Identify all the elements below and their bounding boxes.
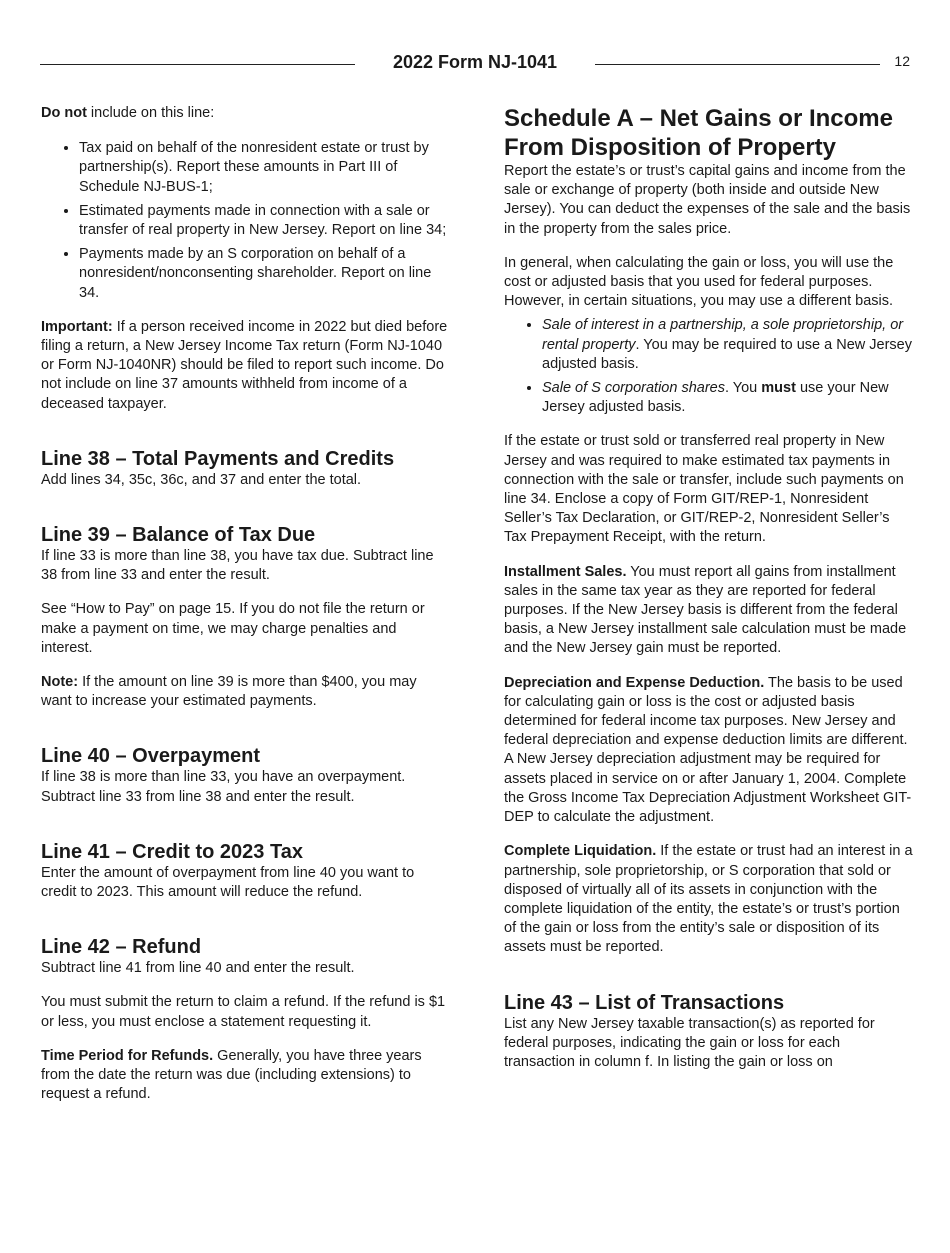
right-column [504,104,914,1087]
line-41-section [41,840,451,902]
list-item: • Estimated payments made in connection with a sale or transfer of real property in New Jersey. Report on line 34; [79,201,451,240]
basis-item-2-text: use your New Jersey adjusted basis. [542,380,889,416]
basis-item-2-italic: Sale of S corporation shares [542,380,725,397]
line-41-heading: Line 41 – Credit to 2023 Tax [41,840,303,863]
liquidation-paragraph [504,842,914,957]
depreciation-label: Depreciation and Expense Deduction. [504,674,765,691]
basis-list [504,315,914,417]
line-40-section [41,744,451,806]
left-column [41,104,451,1120]
liquidation-label: Complete Liquidation. [504,843,657,860]
basis-item-2-mid: . You [724,380,762,397]
line-43-text: List any New Jersey taxable transaction(s) as reported for federal purposes, indicating the gain or loss for each transaction in column f. In listing the gain or loss on [504,1015,875,1070]
list-item [542,315,914,374]
important-paragraph [41,318,451,414]
list-item [542,378,914,417]
note-text: If the amount on line 39 is more than $400, you may want to increase your estimated payments. [41,674,417,710]
installment-text: You must report all gains from installment sales in the same tax year as they are reported for federal purposes. If the New Jersey basis is different from the federal basis, a New Jersey installment sale calculation must be made and the New Jersey gain must be reported. [504,563,907,657]
basis-item-2-bold: must [761,380,796,397]
form-title: 2022 Form NJ-1041 [392,52,558,72]
installment-paragraph [504,563,914,659]
header-rule-left [40,64,355,65]
liquidation-text: If the estate or trust had an interest in a partnership, sole proprietorship, or S corporation that sold or disposed of virtually all of its assets in conjunction with the complete liquidation of the entity, the estate’s or trust’s portion of the gain or loss from the entity’s sale or disposition of its assets must be reported. [504,843,913,956]
schedule-a-basis: In general, when calculating the gain or loss, you will use the cost or adjusted basis that you used for federal purposes. However, in certain situations, you may use a different basis. [504,254,894,310]
page-number: 12 [894,53,910,69]
line-39-heading: Line 39 – Balance of Tax Due [41,524,316,547]
list-item: • Tax paid on behalf of the nonresident estate or trust by partnership(s). Report these amounts in Part III of Schedule NJ-BUS-1; [79,138,451,197]
note-paragraph [41,673,451,711]
real-property-paragraph: If the estate or trust sold or transferred real property in New Jersey and was required to make estimated tax payments in connection with the sale or transfer, include such payments on line 34. Enclose a copy of Form GIT/REP-1, Nonresident Seller’s Tax Declaration, or GIT/REP-2, Nonresident Seller’s Tax Prepayment Receipt, with the return. [504,433,904,546]
list-item: • Payments made by an S corporation on behalf of a nonresident/nonconsenting shareholder. Report on line 34. [79,244,451,303]
line-38-text: Add lines 34, 35c, 36c, and 37 and enter the total. [41,471,362,488]
line-41-text: Enter the amount of overpayment from line 40 you want to credit to 2023. This amount will reduce the refund. [41,864,415,901]
page-header [40,52,910,76]
do-not-text: include on this line: [86,105,215,121]
do-not-section [41,104,451,414]
depreciation-text: The basis to be used for calculating gain or loss is the cost or adjusted basis determined for federal income tax purposes. New Jersey and federal depreciation and expense deduction limits are different. A New Jersey depreciation adjustment may be required for assets placed in service on or after January 1, 2004. Complete the Gross Income Tax Depreciation Adjustment Worksheet GIT-DEP to calculate the adjustment. [504,674,912,826]
schedule-a-heading: Schedule A – Net Gains or Income From Disposition of Property [504,105,893,161]
important-label: Important: [41,318,113,335]
do-not-intro [41,104,451,123]
basis-item-1-italic: Sale of interest in a partnership, a sole proprietorship, or rental property [542,317,904,353]
refund-claim-text: You must submit the return to claim a refund. If the refund is $1 or less, you must enclose a statement requesting it. [41,994,446,1030]
basis-item-1-text: . You may be required to use a New Jersey adjusted basis. [542,336,912,372]
line-40-heading: Line 40 – Overpayment [41,745,260,768]
line-43-heading: Line 43 – List of Transactions [504,991,785,1014]
header-rule-right [595,64,880,65]
line-42-heading: Line 42 – Refund [41,936,202,959]
time-period-paragraph [41,1047,451,1105]
line-42-section [41,935,451,1104]
time-period-text: Generally, you have three years from the date the return was due (including extensions) to request a refund. [41,1047,422,1103]
line-38-section [41,447,451,490]
important-text: If a person received income in 2022 but died before filing a return, a New Jersey Income Tax return (Form NJ-1040 or Form NJ-1040NR) should be filed to report such income. Do not include on line 37 amounts withheld from income of a deceased taxpayer. [41,318,448,412]
line-43-section [504,991,914,1073]
line-38-heading: Line 38 – Total Payments and Credits [41,447,395,470]
line-40-text: If line 38 is more than line 33, you have an overpayment. Subtract line 33 from line 38 and enter the result. [41,769,406,805]
depreciation-paragraph [504,674,914,828]
installment-label: Installment Sales. [504,563,627,580]
how-to-pay-text: See “How to Pay” on page 15. If you do not file the return or make a payment on time, we may charge penalties and interest. [41,601,425,656]
line-42-text: Subtract line 41 from line 40 and enter the result. [41,960,355,977]
schedule-a-intro: Report the estate’s or trust’s capital gains and income from the sale or exchange of property (both inside and outside New Jersey). You can deduct the expenses of the sale and the basis in the property from the sales price. [504,163,911,237]
do-not-list [41,138,451,303]
line-39-section [41,523,451,711]
do-not-label: Do not [41,105,87,121]
line-39-text: If line 33 is more than line 38, you have tax due. Subtract line 38 from line 33 and enter the result. [41,548,434,584]
schedule-a-section [504,104,914,958]
time-period-label: Time Period for Refunds. [41,1047,214,1064]
note-label: Note: [41,674,79,691]
